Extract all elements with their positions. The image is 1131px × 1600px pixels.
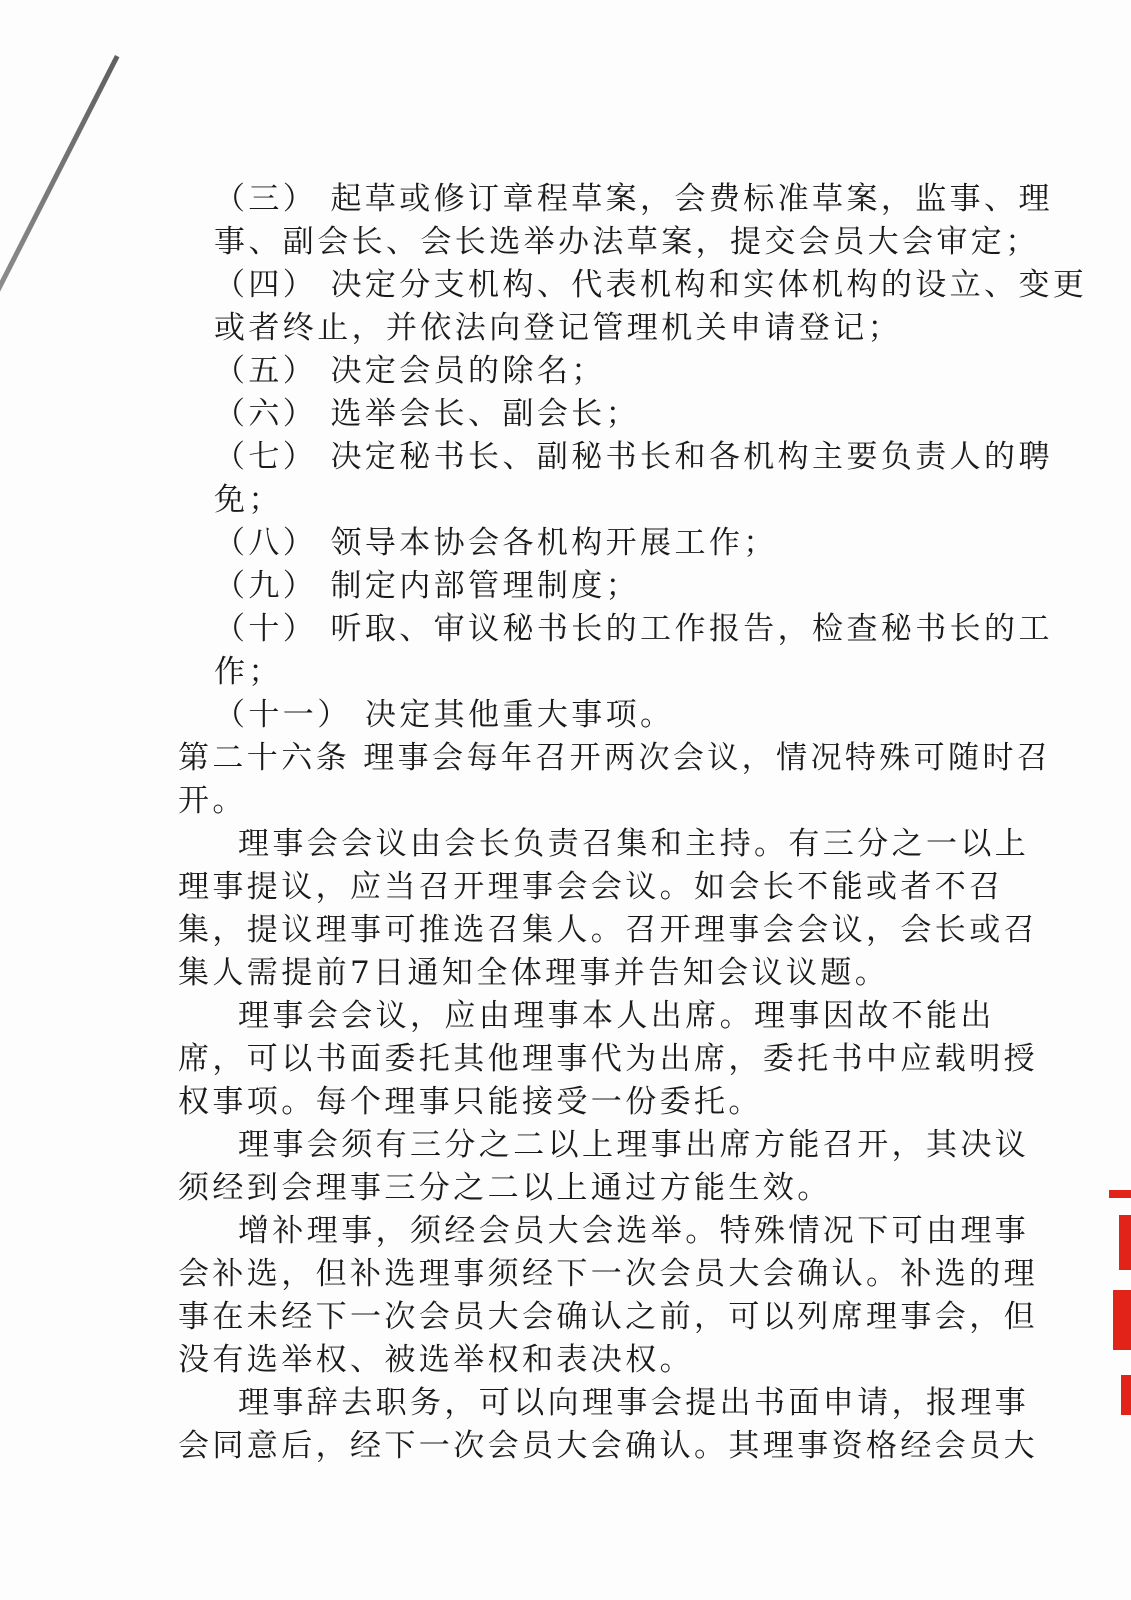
text-line: 作； (214, 654, 283, 690)
paragraph-start-line: 增补理事，须经会员大会选举。特殊情况下可由理事 (238, 1213, 1030, 1249)
document-text (178, 178, 1088, 1468)
text-line: 或者终止，并依法向登记管理机关申请登记； (214, 310, 902, 346)
text-line: （九） 制定内部管理制度； (214, 568, 641, 604)
text-line: （十一） 决定其他重大事项。 (214, 697, 675, 733)
text-line: （五） 决定会员的除名； (214, 353, 606, 389)
text-line: 席，可以书面委托其他理事代为出席，委托书中应载明授 (178, 1041, 1038, 1077)
text-line: （八） 领导本协会各机构开展工作； (214, 525, 778, 561)
text-line: 事、副会长、会长选举办法草案，提交会员大会审定； (214, 224, 1040, 260)
paragraph-start-line: 理事会会议，应由理事本人出席。理事因故不能出 (238, 998, 995, 1034)
text-line: 权事项。每个理事只能接受一份委托。 (178, 1084, 763, 1120)
red-seal-fragment (1119, 1215, 1131, 1270)
paragraph-start-line: 理事会须有三分之二以上理事出席方能召开，其决议 (238, 1127, 1030, 1163)
paragraph-start-line: 理事会会议由会长负责召集和主持。有三分之一以上 (238, 826, 1030, 862)
text-line: 理事提议，应当召开理事会会议。如会长不能或者不召 (178, 869, 1004, 905)
text-line: （十） 听取、审议秘书长的工作报告，检查秘书长的工 (214, 611, 1053, 647)
text-line: 会补选，但补选理事须经下一次会员大会确认。补选的理 (178, 1256, 1038, 1292)
scan-artifact-line (0, 55, 119, 440)
article-heading-line: 第二十六条 理事会每年召开两次会议，情况特殊可随时召 (178, 740, 1052, 776)
text-line: 集人需提前7日通知全体理事并告知会议议题。 (178, 955, 890, 991)
text-line: （七） 决定秘书长、副秘书长和各机构主要负责人的聘 (214, 439, 1053, 475)
text-line: 须经到会理事三分之二以上通过方能生效。 (178, 1170, 832, 1206)
text-line: 事在未经下一次会员大会确认之前，可以列席理事会，但 (178, 1299, 1038, 1335)
text-line: 集，提议理事可推选召集人。召开理事会会议，会长或召 (178, 912, 1038, 948)
text-line: （六） 选举会长、副会长； (214, 396, 641, 432)
red-seal-fragment (1109, 1190, 1131, 1198)
text-line: 会同意后，经下一次会员大会确认。其理事资格经会员大 (178, 1428, 1038, 1464)
text-line: （四） 决定分支机构、代表机构和实体机构的设立、变更 (214, 267, 1088, 303)
text-line: 开。 (178, 783, 247, 819)
text-line: 免； (214, 482, 283, 518)
paragraph-start-line: 理事辞去职务，可以向理事会提出书面申请，报理事 (238, 1385, 1030, 1421)
red-seal-fragment (1113, 1290, 1131, 1350)
text-line: （三） 起草或修订章程草案，会费标准草案，监事、理 (214, 181, 1053, 217)
red-seal-fragment (1121, 1375, 1131, 1415)
text-line: 没有选举权、被选举权和表决权。 (178, 1342, 694, 1378)
